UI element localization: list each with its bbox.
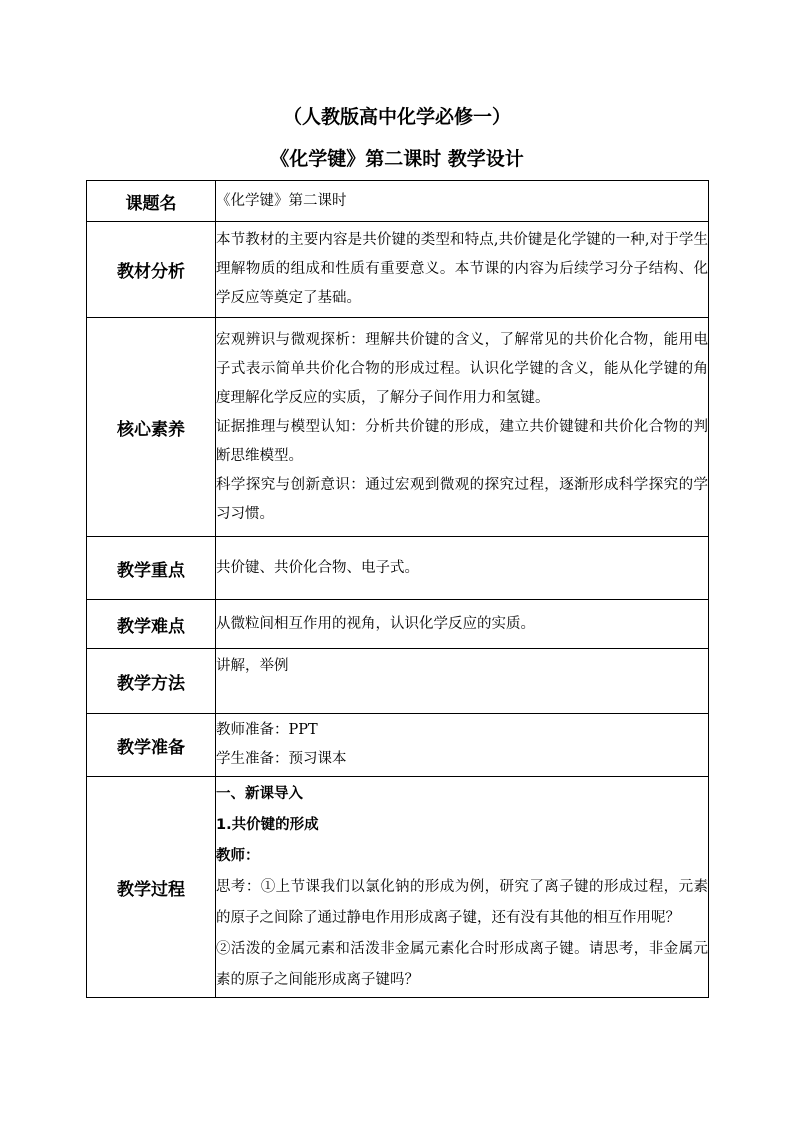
key-points-text: 共价键、共价化合物、电子式。 (216, 537, 709, 600)
table-row-analysis (87, 222, 709, 318)
literacy-label: 核心素养 (87, 318, 216, 537)
literacy-inquiry: 科学探究与创新意识：通过宏观到微观的探究过程，逐渐形成科学探究的学习习惯。 (216, 476, 708, 522)
process-speaker: 教师： (216, 848, 260, 864)
topic-label: 课题名 (87, 181, 216, 222)
literacy-macro-micro: 宏观辨识与微观探析：理解共价键的含义，了解常见的共价化合物，能用电子式表示简单共价化合物的形成过程。认识化学键的含义，能从化学键的角度理解化学反应的实质，了解分子间作用力和氢键。 (216, 331, 708, 406)
topic-value: 《化学键》第二课时 (216, 181, 709, 222)
process-label: 教学过程 (87, 777, 216, 998)
table-row-key-points (87, 537, 709, 600)
preparation-content (216, 714, 709, 777)
edition-subtitle: （人教版高中化学必修一） (282, 106, 511, 128)
table-row-topic (87, 181, 709, 222)
analysis-text: 本节教材的主要内容是共价键的类型和特点,共价键是化学键的一种,对于学生理解物质的组成和性质有重要意义。本节课的内容为后续学习分子结构、化学反应等奠定了基础。 (216, 222, 709, 318)
process-section-heading: 一、新课导入 (216, 786, 303, 802)
table-row-process (87, 777, 709, 998)
process-question-2: ②活泼的金属元素和活泼非金属元素化合时形成离子键。请思考，非金属元素的原子之间能形成离子键吗？ (216, 941, 708, 988)
process-question-1: 思考：①上节课我们以氯化钠的形成为例，研究了离子键的形成过程，元素的原子之间除了通过静电作用形成离子键，还有没有其他的相互作用呢？ (216, 879, 708, 926)
analysis-label: 教材分析 (87, 222, 216, 318)
table-row-preparation (87, 714, 709, 777)
process-subsection-heading: 1.共价键的形成 (216, 817, 319, 833)
process-text-clip (216, 779, 708, 995)
methods-text: 讲解，举例 (216, 649, 709, 714)
preparation-label: 教学准备 (87, 714, 216, 777)
table-row-methods (87, 649, 709, 714)
teacher-preparation: 教师准备：PPT (216, 722, 318, 738)
table-row-literacy (87, 318, 709, 537)
lesson-plan-table (86, 180, 709, 998)
difficulties-label: 教学难点 (87, 600, 216, 649)
literacy-content (216, 318, 709, 537)
key-points-label: 教学重点 (87, 537, 216, 600)
table-row-difficulties (87, 600, 709, 649)
methods-label: 教学方法 (87, 649, 216, 714)
student-preparation: 学生准备：预习课本 (216, 751, 347, 767)
difficulties-text: 从微粒间相互作用的视角，认识化学反应的实质。 (216, 600, 709, 649)
literacy-evidence-model: 证据推理与模型认知：分析共价键的形成，建立共价键键和共价化合物的判断思维模型。 (216, 418, 708, 464)
document-title: 《化学键》第二课时 教学设计 (270, 148, 524, 170)
process-content (216, 777, 709, 998)
